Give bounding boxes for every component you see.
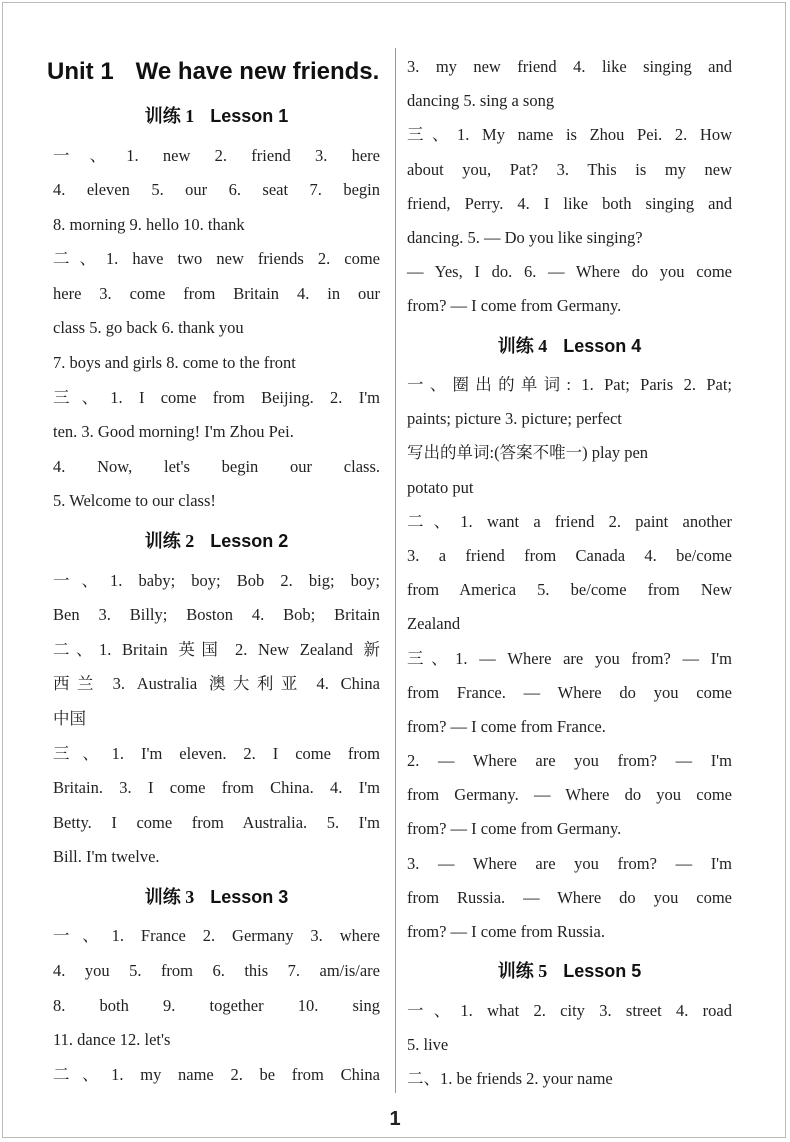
lesson-heading — [53, 94, 380, 139]
left-column — [47, 50, 380, 1092]
answer-line: — Yes, I do. 6. — Where do you come — [407, 262, 732, 282]
answer-line: potato put — [407, 477, 474, 497]
answer-line: 西兰 3. Australia 澳大利亚 4. China — [53, 674, 380, 694]
answer-line: 三、1. I come from Beijing. 2. I'm — [53, 387, 380, 407]
answer-line: class 5. go back 6. thank you — [53, 318, 244, 338]
answer-line: paints; picture 3. picture; perfect — [407, 409, 622, 429]
unit-title — [47, 50, 380, 94]
lesson-heading-en: Lesson 5 — [563, 961, 642, 982]
answer-line: from? — I come from Russia. — [407, 922, 605, 941]
answer-line: 一、1. what 2. city 3. street 4. road — [407, 1000, 732, 1020]
answer-line: Zealand — [407, 614, 461, 634]
unit-number: Unit 1 — [47, 58, 114, 85]
answer-line: 一、圈出的单词: 1. Pat; Paris 2. Pat; — [407, 375, 732, 394]
answer-line: 一、1. baby; boy; Bob 2. big; boy; — [53, 570, 380, 590]
answer-line: 5. Welcome to our class! — [53, 491, 216, 511]
answer-line: 11. dance 12. let's — [53, 1030, 171, 1050]
answer-line: 7. boys and girls 8. come to the front — [53, 353, 296, 373]
answer-line: from? — I come from Germany. — [407, 819, 622, 839]
answer-line: about you, Pat? 3. This is my new — [407, 159, 732, 179]
answer-line: 二、1. have two new friends 2. come — [53, 249, 380, 269]
lesson-heading-cn: 训练 3 — [144, 886, 195, 907]
column-divider — [395, 48, 396, 1093]
answer-line: ten. 3. Good morning! I'm Zhou Pei. — [53, 422, 294, 442]
answer-line: Betty. I come from Australia. 5. I'm — [53, 812, 380, 832]
answer-line: 二、1. my name 2. be from China — [53, 1064, 380, 1084]
lesson-heading-cn: 训练 5 — [497, 961, 548, 982]
answer-line: 三、1. — Where are you from? — I'm — [407, 648, 732, 668]
lesson-heading-en: Lesson 2 — [210, 531, 289, 552]
answer-line: 2. — Where are you from? — I'm — [407, 751, 732, 771]
unit-name: We have new friends. — [135, 58, 380, 85]
answer-line: 写出的单词:(答案不唯一) play pen — [407, 443, 649, 463]
answer-line: Bill. I'm twelve. — [53, 847, 160, 867]
lesson-heading-cn: 训练 4 — [497, 335, 548, 356]
answer-line: from Russia. — Where do you come — [407, 887, 732, 907]
answer-line: 4. eleven 5. our 6. seat 7. begin — [53, 180, 380, 200]
answer-line: 5. live — [407, 1034, 449, 1054]
answer-line: here 3. come from Britain 4. in our — [53, 283, 380, 303]
lesson-heading — [53, 875, 380, 920]
answer-line: from America 5. be/come from New — [407, 580, 732, 600]
answer-line: 中国 — [53, 708, 86, 728]
answer-line: 3. a friend from Canada 4. be/come — [407, 545, 732, 565]
lesson-heading-cn: 训练 1 — [144, 106, 195, 126]
answer-line: 3. my new friend 4. like singing and — [407, 57, 732, 76]
answer-line: from? — I come from Germany. — [407, 296, 622, 316]
answer-line: 4. Now, let's begin our class. — [53, 456, 380, 476]
answer-line: from Germany. — Where do you come — [407, 785, 732, 805]
answer-line: Ben 3. Billy; Boston 4. Bob; Britain — [53, 605, 380, 625]
answer-line: 一、1. new 2. friend 3. here — [53, 145, 380, 165]
answer-line: 3. — Where are you from? — I'm — [407, 853, 732, 873]
page-number: 1 — [389, 1108, 401, 1130]
answer-line: 二、1. be friends 2. your name — [407, 1069, 613, 1089]
lesson-heading-en: Lesson 3 — [210, 886, 289, 907]
lesson-heading-cn: 训练 2 — [144, 531, 195, 552]
lesson-heading — [53, 519, 380, 564]
lesson-heading — [407, 949, 732, 994]
answer-line: 二、1. want a friend 2. paint another — [407, 511, 732, 531]
answer-line: 8. both 9. together 10. sing — [53, 995, 380, 1015]
answer-line: 二、1. Britain 英国 2. New Zealand 新 — [53, 639, 380, 659]
answer-line: 三、1. My name is Zhou Pei. 2. How — [407, 125, 732, 145]
lesson-heading-en: Lesson 1 — [210, 106, 289, 126]
answer-line: 4. you 5. from 6. this 7. am/is/are — [53, 960, 380, 980]
lesson-heading-en: Lesson 4 — [563, 335, 642, 356]
answer-line: friend, Perry. 4. I like both singing and — [407, 193, 732, 213]
answer-line: dancing. 5. — Do you like singing? — [407, 227, 643, 247]
answer-line: 8. morning 9. hello 10. thank — [53, 214, 245, 234]
answer-line: from France. — Where do you come — [407, 682, 732, 702]
answer-line: 三、1. I'm eleven. 2. I come from — [53, 743, 380, 763]
answer-line: from? — I come from France. — [407, 716, 606, 736]
lesson-heading — [407, 324, 732, 369]
answer-line: Britain. 3. I come from China. 4. I'm — [53, 778, 380, 798]
answer-line: 一、1. France 2. Germany 3. where — [53, 926, 380, 946]
answer-line: dancing 5. sing a song — [407, 91, 555, 111]
right-column — [407, 50, 732, 1096]
